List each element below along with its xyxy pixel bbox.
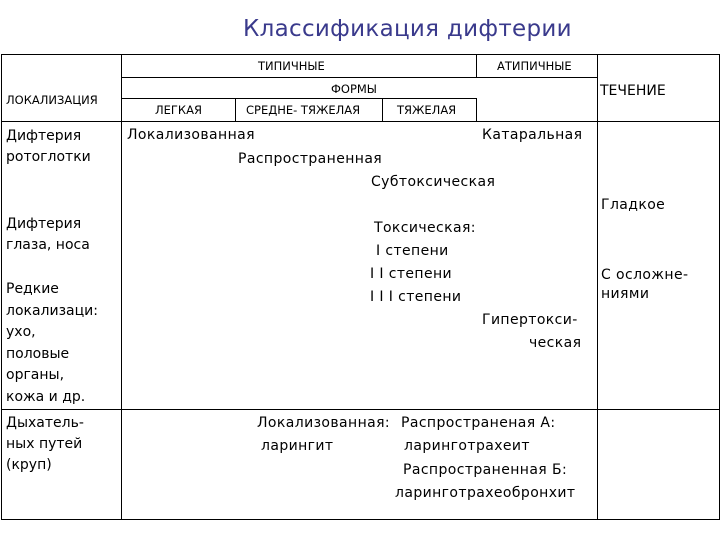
- course-complicated: С осложне- ниями: [601, 267, 689, 302]
- typical-atypical-divider: [476, 54, 477, 77]
- mild-header: ЛЕГКАЯ: [155, 103, 202, 117]
- localization-divider: [121, 54, 122, 520]
- moderate-severe-divider: [382, 98, 383, 121]
- croup-laryngotracheitis: ларинготрахеит: [404, 438, 530, 454]
- table-border-top-right: [597, 54, 719, 55]
- table-border-top: [121, 54, 597, 55]
- form-hypertoxic-line-2: ческая: [529, 335, 582, 351]
- page-title: Классификация дифтерии: [243, 16, 572, 42]
- croup-laryngitis: ларингит: [261, 438, 334, 454]
- croup-spread-a: Распространеная А:: [401, 415, 556, 431]
- croup-laryngotracheobronchitis: ларинготрахеобронхит: [395, 485, 576, 501]
- loc-eye-nose: Дифтерия глаза, носа: [6, 216, 90, 253]
- table-border-top-left: [1, 54, 121, 55]
- forms-header: ФОРМЫ: [331, 82, 377, 96]
- form-toxic: Токсическая:: [374, 220, 476, 236]
- form-hypertoxic-line-1: Гипертокси-: [482, 312, 578, 328]
- loc-rare: Редкие локализаци: ухо, половые органы, кожа и др.: [6, 281, 98, 405]
- severe-right-divider: [476, 98, 477, 121]
- form-spread: Распространенная: [238, 151, 383, 167]
- forms-row-divider: [121, 77, 597, 78]
- localization-header: ЛОКАЛИЗАЦИЯ: [6, 93, 98, 107]
- course-divider: [597, 54, 598, 520]
- loc-oropharynx: Дифтерия ротоглотки: [6, 128, 91, 165]
- course-smooth: Гладкое: [601, 197, 666, 213]
- severe-header: ТЯЖЕЛАЯ: [397, 103, 457, 117]
- moderate-header: СРЕДНЕ- ТЯЖЕЛАЯ: [246, 103, 361, 117]
- course-header: ТЕЧЕНИЕ: [600, 83, 666, 99]
- table-border-bottom: [1, 519, 719, 520]
- mild-moderate-divider: [235, 98, 236, 121]
- severity-row-divider: [121, 98, 476, 99]
- form-toxic-degree-2: I I степени: [370, 266, 453, 282]
- atypical-header: АТИПИЧНЫЕ: [497, 59, 572, 73]
- form-localized: Локализованная: [127, 127, 255, 143]
- form-subtoxic: Субтоксическая: [371, 174, 496, 190]
- form-toxic-degree-3: I I I степени: [370, 289, 462, 305]
- croup-spread-b: Распространенная Б:: [403, 462, 568, 478]
- header-bottom: [1, 121, 719, 122]
- table-border-left: [1, 54, 2, 520]
- croup-row-divider: [1, 409, 719, 410]
- form-catarrhal: Катаральная: [482, 127, 583, 143]
- form-toxic-degree-1: I степени: [376, 243, 449, 259]
- typical-header: ТИПИЧНЫЕ: [258, 59, 325, 73]
- loc-airways: Дыхатель- ных путей (круп): [6, 415, 84, 473]
- croup-localized: Локализованная:: [257, 415, 391, 431]
